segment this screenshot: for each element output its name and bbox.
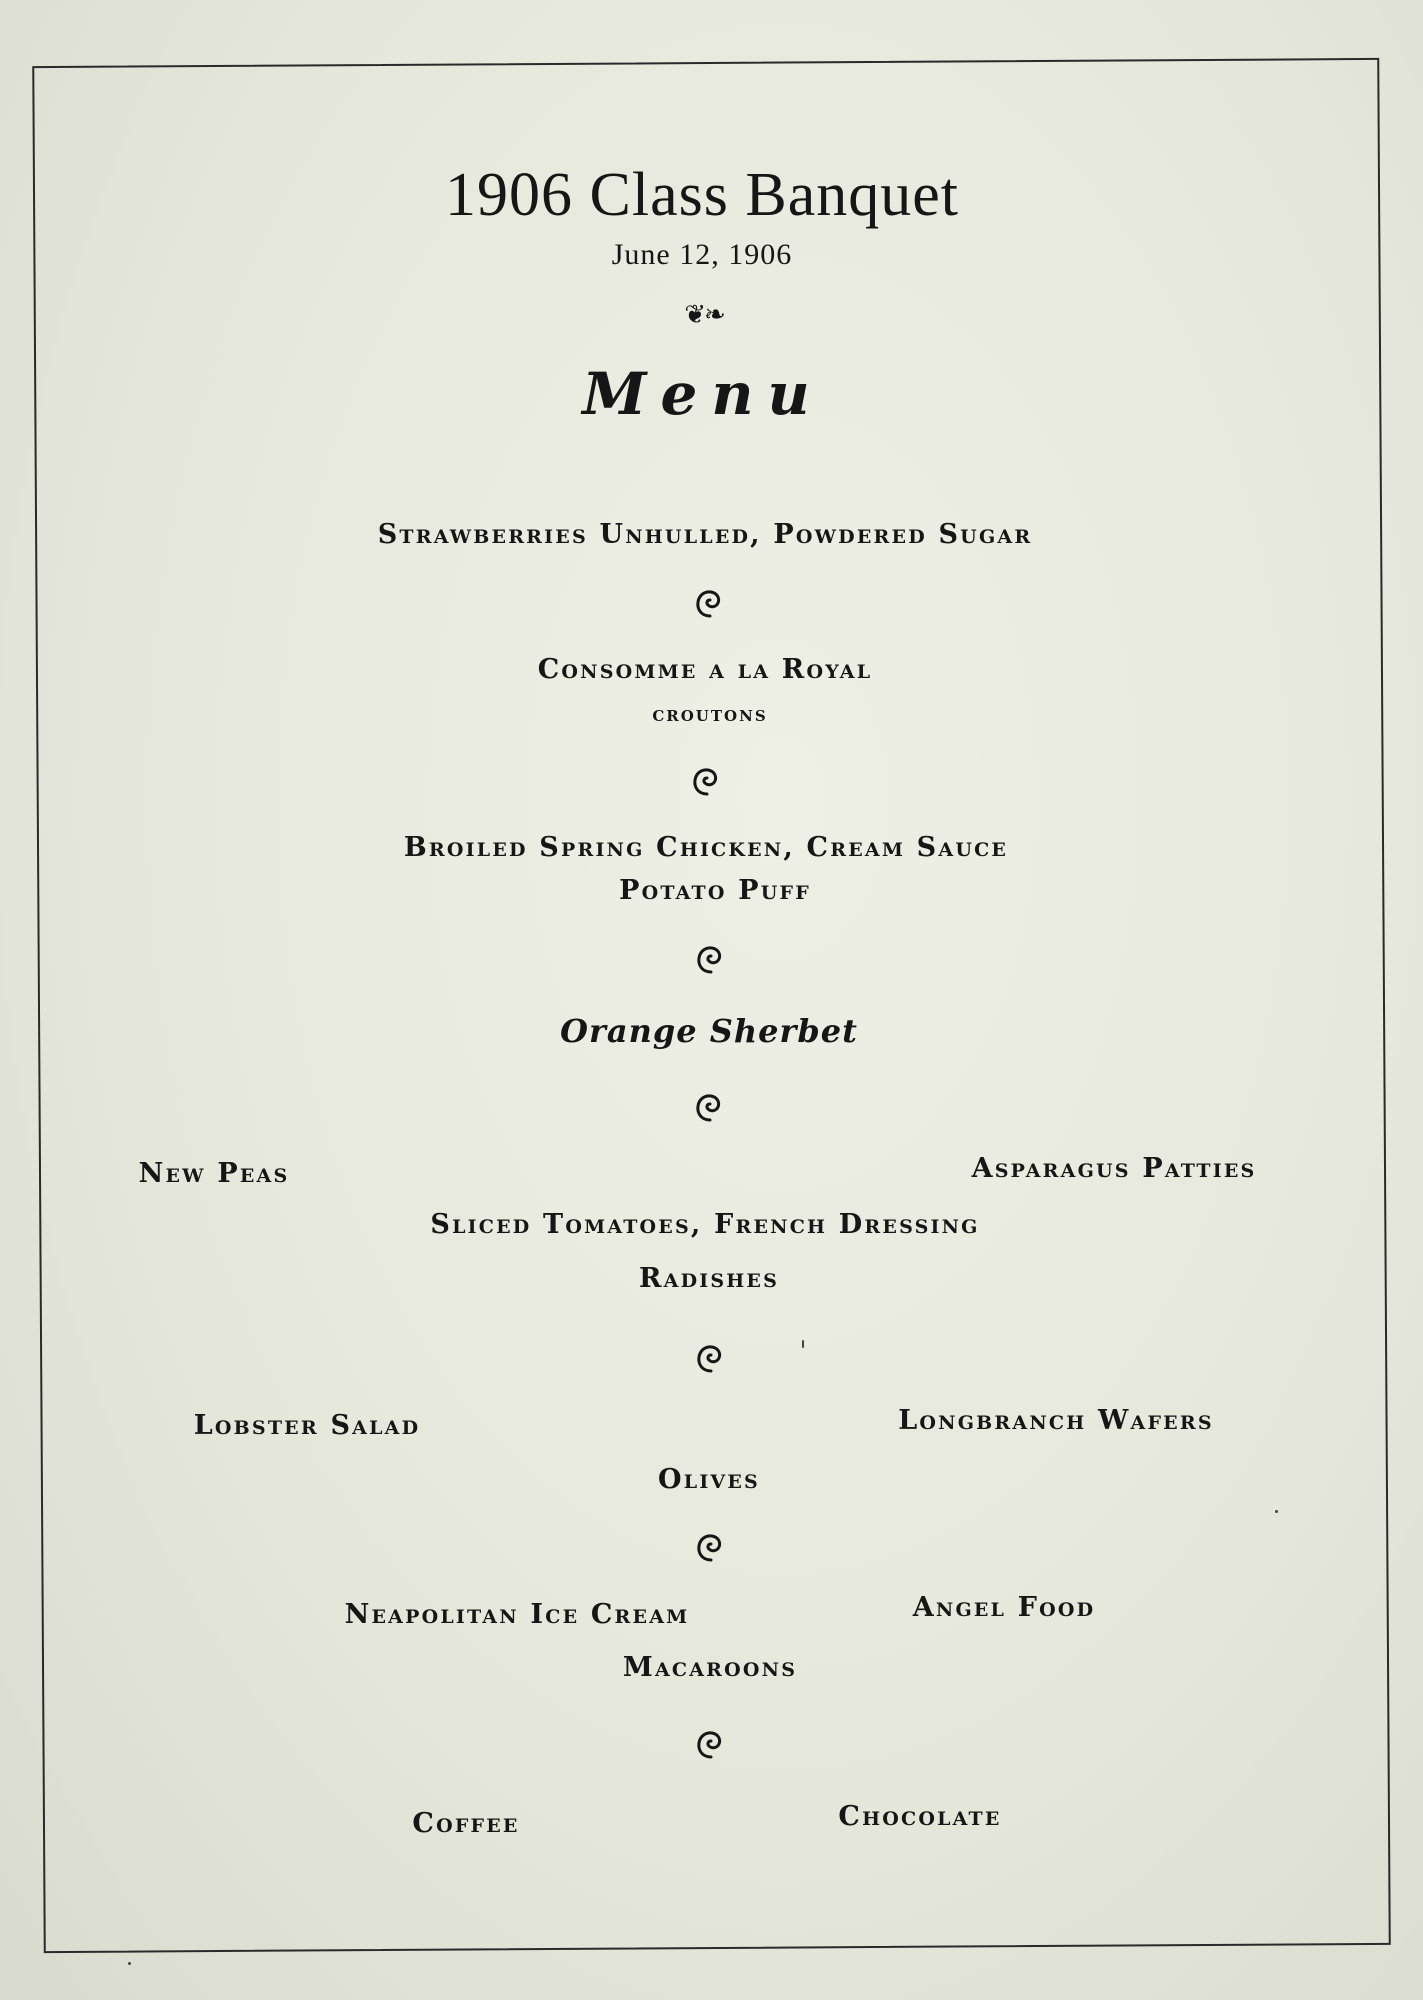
course-5-subitem: Radishes [638, 1263, 780, 1294]
course-5-item: Sliced Tomatoes, French Dressing [430, 1209, 980, 1240]
course-5-left-item: New Peas [138, 1158, 290, 1189]
swirl-icon [694, 1531, 728, 1565]
course-2-subitem: croutons [652, 701, 768, 726]
course-1-item: Strawberries Unhulled, Powdered Sugar [377, 519, 1033, 550]
swirl-icon [693, 1091, 727, 1125]
course-3-item: Broiled Spring Chicken, Cream Sauce [403, 832, 1009, 863]
course-4-item: Orange Sherbet [560, 1012, 858, 1050]
fleuron-icon: ❦❧ [684, 300, 724, 330]
banquet-date: June 12, 1906 [611, 238, 793, 271]
course-6-left-item: Lobster Salad [193, 1410, 421, 1441]
course-6-item: Olives [658, 1464, 760, 1495]
course-2-item: Consomme a la Royal [537, 654, 873, 685]
swirl-icon [694, 943, 728, 977]
banquet-title: 1906 Class Banquet [445, 161, 959, 229]
course-3-subitem: Potato Puff [619, 875, 811, 906]
course-7-item: Macaroons [622, 1652, 798, 1683]
course-7-right-item: Angel Food [912, 1592, 1096, 1623]
course-8-left-item: Coffee [412, 1808, 520, 1839]
swirl-icon [694, 1342, 728, 1376]
paper-speck [802, 1340, 804, 1348]
paper-speck [128, 1962, 131, 1965]
course-5-right-item: Asparagus Patties [971, 1153, 1257, 1184]
paper-speck [1275, 1510, 1278, 1513]
course-6-right-item: Longbranch Wafers [898, 1405, 1214, 1436]
course-8-right-item: Chocolate [838, 1801, 1002, 1832]
swirl-icon [694, 1728, 728, 1762]
swirl-icon [690, 765, 724, 799]
course-7-left-item: Neapolitan Ice Cream [344, 1599, 690, 1630]
swirl-icon [693, 587, 727, 621]
menu-heading: Menu [582, 360, 824, 428]
